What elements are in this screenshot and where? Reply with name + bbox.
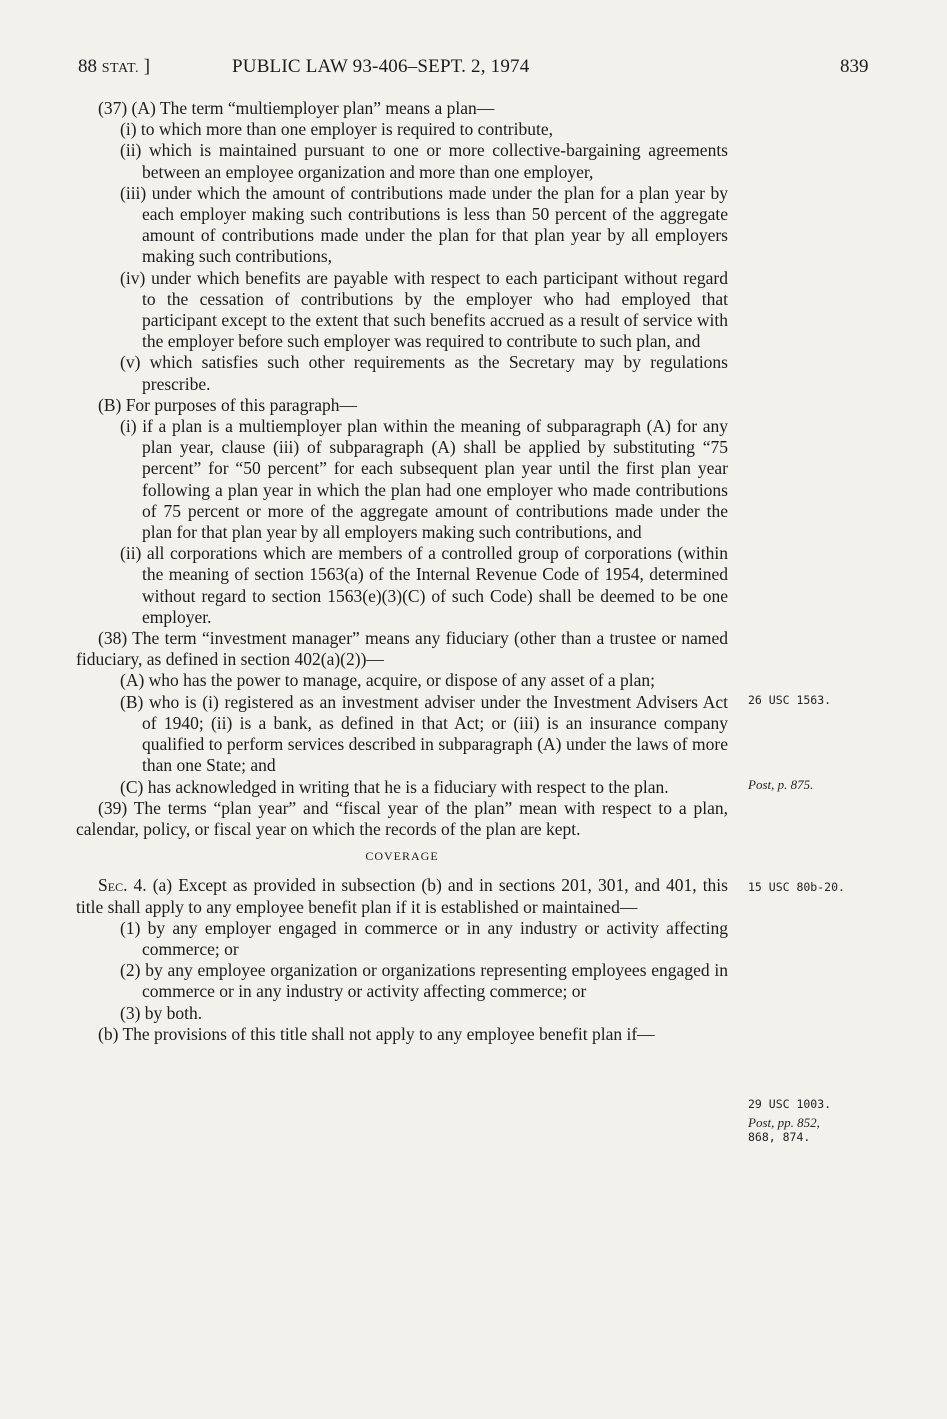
para-38-b: (B) who is (i) registered as an investment adviser under the Investment Advisers Act of 1940; (ii) is a bank, as defined in that Act; or (iii) is an insurance company qualified to perform services described in subparagraph (A) under the laws of more than one State; and xyxy=(120,691,728,776)
para-38-a: (A) who has the power to manage, acquire, or dispose of any asset of a plan; xyxy=(120,670,656,691)
para-37-a-iv: (iv) under which benefits are payable with respect to each participant without regard to the cessation of contributions by the employer who had employed that participant except to the extent that such benefits accrued as a result of service with the employer before such employer was required to contribute to such plan, and xyxy=(120,267,728,352)
para-37-a-iii: (iii) under which the amount of contributions made under the plan for a plan year by each employer making such contributions is less than 50 percent of the aggregate amount of contributions made under the plan for that plan year by all employers making such contributions, xyxy=(120,182,728,267)
section-heading-coverage: COVERAGE xyxy=(365,849,439,864)
para-37-a-i: (i) to which more than one employer is required to contribute, xyxy=(120,119,553,140)
para-37-a-v: (v) which satisfies such other requirements as the Secretary may by regulations prescribe. xyxy=(120,352,728,394)
sec-4-a-3: (3) by both. xyxy=(120,1002,203,1023)
para-39: (39) The terms “plan year” and “fiscal year of the plan” mean with respect to a plan, calendar, policy, or fiscal year on which the records of the plan are kept. xyxy=(76,797,728,839)
para-37: (37) (A) The term “multiemployer plan” means a plan— xyxy=(98,98,495,118)
sec-4-label: Sec. 4. xyxy=(98,875,147,896)
sec-4-a xyxy=(76,875,728,917)
sec-4-a-2: (2) by any employee organization or organizations representing employees engaged in commerce or in any industry or activity affecting commerce; or xyxy=(120,960,728,1002)
statute-reference xyxy=(78,56,150,78)
para-38-c: (C) has acknowledged in writing that he is a fiduciary with respect to the plan. xyxy=(120,776,669,797)
sec-4-b: (b) The provisions of this title shall not apply to any employee benefit plan if— xyxy=(98,1023,655,1044)
para-37-b: (B) For purposes of this paragraph— xyxy=(98,394,358,415)
margin-note-post-852-line1: Post, pp. 852, xyxy=(748,1115,820,1130)
page-title: PUBLIC LAW 93-406–SEPT. 2, 1974 xyxy=(232,56,530,77)
sec-4-a-text: (a) Except as provided in subsection (b) and in sections 201, 301, and 401, this title shall apply to any employee benefit plan if it is established or maintained— xyxy=(76,875,728,917)
statute-volume: 88 xyxy=(78,56,97,77)
sec-4-a-1: (1) by any employer engaged in commerce or in any industry or activity affecting commerce; or xyxy=(120,917,728,959)
margin-note-15-usc-80b-20: 15 USC 80b-20. xyxy=(748,880,845,894)
margin-note-post-852-line2: 868, 874. xyxy=(748,1130,811,1144)
running-header xyxy=(0,56,947,86)
page-number: 839 xyxy=(840,56,869,77)
statute-bracket: ] xyxy=(143,56,151,77)
para-37-b-ii: (ii) all corporations which are members of a controlled group of corporations (within the meaning of section 1563(a) of the Internal Revenue Code of 1954, determined without regard to section 1563(e)(3)(C) of such Code) shall be deemed to be one employer. xyxy=(120,543,728,627)
para-37-a-ii: (ii) which is maintained pursuant to one or more collective-bargaining agreements between an employee organization and more than one employer, xyxy=(120,140,728,182)
margin-note-post-875 xyxy=(748,778,813,792)
para-37-b-i: (i) if a plan is a multiemployer plan within the meaning of subparagraph (A) for any plan year, clause (iii) of subparagraph (A) shall be applied by substituting “75 percent” for “50 percent” for each subsequent plan year until the first plan year following a plan year in which the plan had one employer who made contributions of 75 percent or more of the aggregate amount of contributions made under the plan for that plan year by all employers making such contributions, and xyxy=(120,416,728,543)
margin-note-26-usc-1563: 26 USC 1563. xyxy=(748,693,832,707)
margin-note-29-usc-1003: 29 USC 1003. xyxy=(748,1097,832,1111)
margin-note-post-852 xyxy=(748,1116,820,1144)
main-text xyxy=(76,98,728,1045)
statute-abbrev: STAT. xyxy=(101,61,140,76)
margin-note-post-875-text: Post, p. 875. xyxy=(748,777,814,792)
para-38: (38) The term “investment manager” means any fiduciary (other than a trustee or named fiduciary, as defined in section 402(a)(2))— xyxy=(76,628,728,670)
